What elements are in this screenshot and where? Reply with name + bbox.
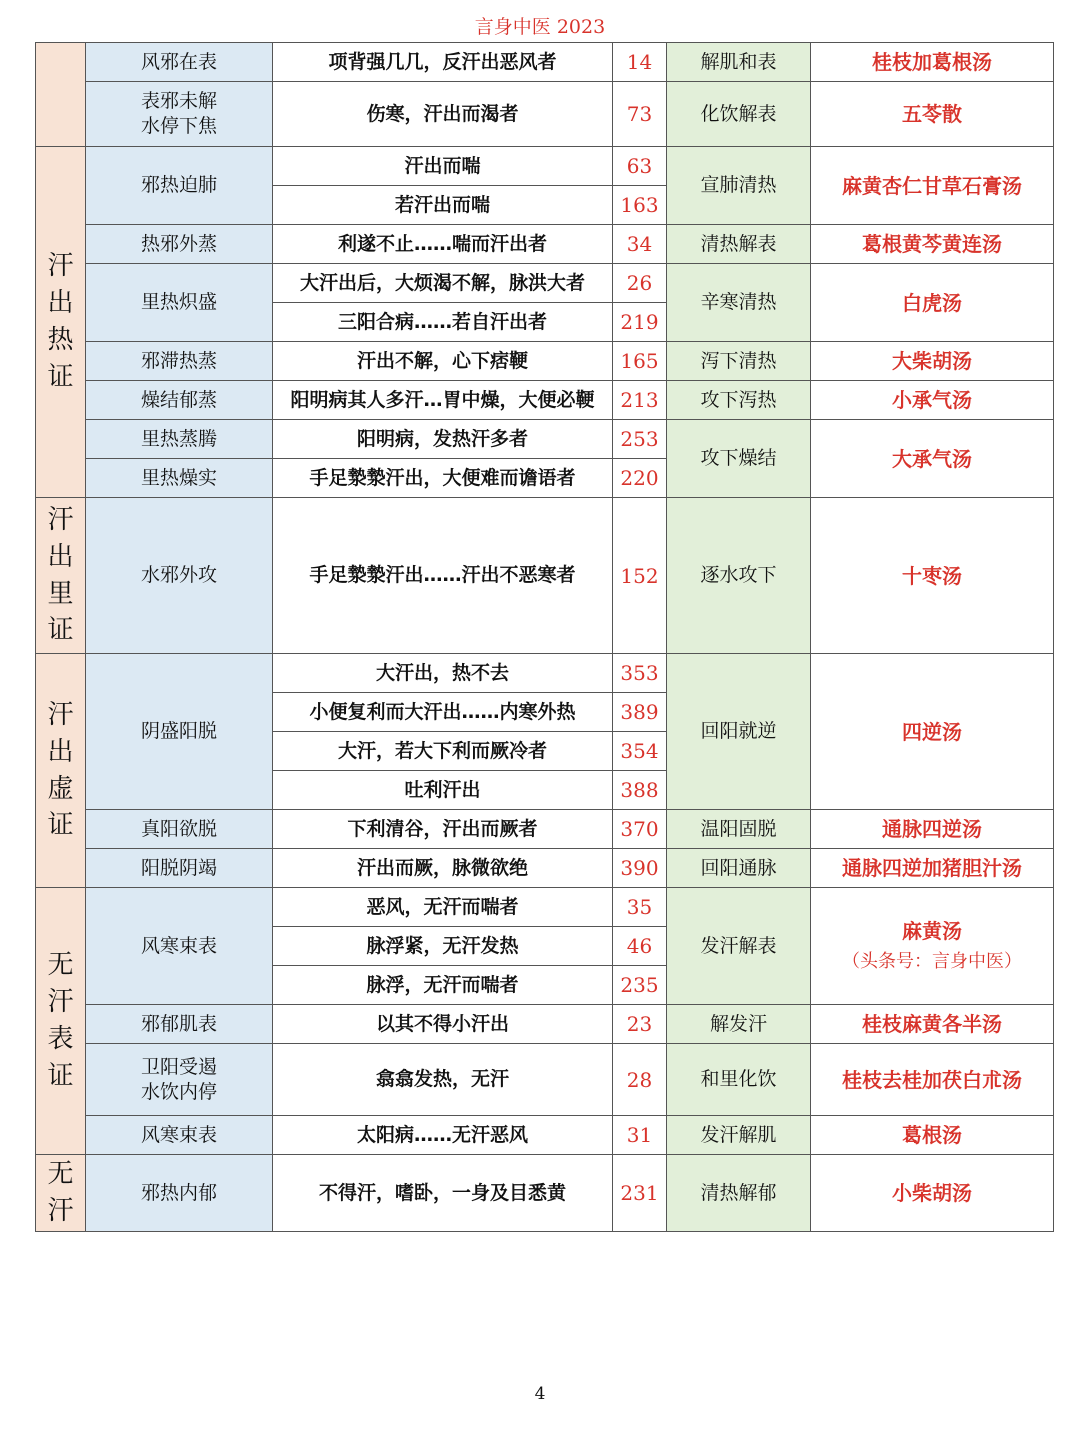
category-cell: 汗出热证: [36, 147, 86, 498]
treatment-cell: 攻下泻热: [667, 381, 811, 420]
formula-cell: 四逆汤: [811, 654, 1054, 810]
table-row: [36, 654, 1054, 693]
treatment-cell: 温阳固脱: [667, 810, 811, 849]
symptom-cell: 项背强几几，反汗出恶风者: [273, 43, 613, 82]
formula-cell: 小柴胡汤: [811, 1155, 1054, 1232]
treatment-cell: 化饮解表: [667, 82, 811, 147]
pattern-cell: 风寒束表: [86, 1116, 273, 1155]
formula-cell: 小承气汤: [811, 381, 1054, 420]
formula-cell: 麻黄汤 （头条号：言身中医）: [811, 888, 1054, 1005]
clause-number-cell: 26: [613, 264, 667, 303]
pattern-cell: 邪热迫肺: [86, 147, 273, 225]
pattern-cell: 邪郁肌表: [86, 1005, 273, 1044]
clause-number-cell: 219: [613, 303, 667, 342]
symptom-cell: 三阳合病……若自汗出者: [273, 303, 613, 342]
table-row: [36, 498, 1054, 654]
formula-cell: 桂枝去桂加茯白朮汤: [811, 1044, 1054, 1116]
treatment-cell: 清热解郁: [667, 1155, 811, 1232]
formula-cell: 葛根黄芩黄连汤: [811, 225, 1054, 264]
pattern-cell: 阴盛阳脱: [86, 654, 273, 810]
symptom-cell: 翕翕发热，无汗: [273, 1044, 613, 1116]
symptom-cell: 汗出而厥，脉微欲绝: [273, 849, 613, 888]
symptom-cell: 下利清谷，汗出而厥者: [273, 810, 613, 849]
pattern-cell: 风邪在表: [86, 43, 273, 82]
table-row: [36, 420, 1054, 459]
formula-cell: 大柴胡汤: [811, 342, 1054, 381]
symptom-cell: 利遂不止……喘而汗出者: [273, 225, 613, 264]
table-row: [36, 225, 1054, 264]
pattern-cell: 真阳欲脱: [86, 810, 273, 849]
symptom-cell: 脉浮紧，无汗发热: [273, 927, 613, 966]
treatment-cell: 辛寒清热: [667, 264, 811, 342]
formula-cell: 白虎汤: [811, 264, 1054, 342]
symptom-cell: 阳明病其人多汗…胃中燥，大便必鞕: [273, 381, 613, 420]
formula-cell: 通脉四逆加猪胆汁汤: [811, 849, 1054, 888]
category-cell: 无汗表证: [36, 888, 86, 1155]
symptom-cell: 以其不得小汗出: [273, 1005, 613, 1044]
clause-number-cell: 63: [613, 147, 667, 186]
clause-number-cell: 220: [613, 459, 667, 498]
symptom-cell: 手足漐漐汗出……汗出不恶寒者: [273, 498, 613, 654]
table-row: [36, 1044, 1054, 1116]
pattern-cell: 邪热内郁: [86, 1155, 273, 1232]
clause-number-cell: 231: [613, 1155, 667, 1232]
table-row: [36, 381, 1054, 420]
table-row: [36, 888, 1054, 927]
treatment-cell: 宣肺清热: [667, 147, 811, 225]
clause-number-cell: 163: [613, 186, 667, 225]
table-row: [36, 849, 1054, 888]
sweating-pattern-table: [35, 42, 1054, 1232]
table-row: [36, 810, 1054, 849]
pattern-cell: 热邪外蒸: [86, 225, 273, 264]
formula-cell: 麻黄杏仁甘草石膏汤: [811, 147, 1054, 225]
treatment-cell: 回阳就逆: [667, 654, 811, 810]
clause-number-cell: 388: [613, 771, 667, 810]
table-row: [36, 1155, 1054, 1232]
symptom-cell: 伤寒，汗出而渴者: [273, 82, 613, 147]
category-cell: 汗出里证: [36, 498, 86, 654]
clause-number-cell: 213: [613, 381, 667, 420]
symptom-cell: 汗出而喘: [273, 147, 613, 186]
table-row: [36, 82, 1054, 147]
symptom-cell: 太阳病……无汗恶风: [273, 1116, 613, 1155]
pattern-cell: 阳脱阴竭: [86, 849, 273, 888]
symptom-cell: 不得汗，嗜卧，一身及目悉黄: [273, 1155, 613, 1232]
treatment-cell: 清热解表: [667, 225, 811, 264]
clause-number-cell: 152: [613, 498, 667, 654]
clause-number-cell: 390: [613, 849, 667, 888]
symptom-cell: 大汗出后，大烦渴不解，脉洪大者: [273, 264, 613, 303]
table-row: [36, 1005, 1054, 1044]
pattern-cell: 表邪未解 水停下焦: [86, 82, 273, 147]
pattern-cell: 卫阳受遏 水饮内停: [86, 1044, 273, 1116]
formula-cell: 五苓散: [811, 82, 1054, 147]
page-number: 4: [534, 1384, 546, 1404]
table-row: [36, 1116, 1054, 1155]
table-row: [36, 264, 1054, 303]
treatment-cell: 泻下清热: [667, 342, 811, 381]
clause-number-cell: 23: [613, 1005, 667, 1044]
treatment-cell: 发汗解肌: [667, 1116, 811, 1155]
formula-cell: 桂枝加葛根汤: [811, 43, 1054, 82]
clause-number-cell: 35: [613, 888, 667, 927]
pattern-cell: 风寒束表: [86, 888, 273, 1005]
pattern-cell: 里热蒸腾: [86, 420, 273, 459]
symptom-cell: 大汗出，热不去: [273, 654, 613, 693]
symptom-cell: 大汗，若大下利而厥冷者: [273, 732, 613, 771]
formula-cell: 桂枝麻黄各半汤: [811, 1005, 1054, 1044]
treatment-cell: 回阳通脉: [667, 849, 811, 888]
clause-number-cell: 235: [613, 966, 667, 1005]
formula-note: （头条号：言身中医）: [842, 951, 1022, 973]
treatment-cell: 发汗解表: [667, 888, 811, 1005]
category-cell-blank: [36, 43, 86, 147]
treatment-cell: 解发汗: [667, 1005, 811, 1044]
clause-number-cell: 253: [613, 420, 667, 459]
clause-number-cell: 46: [613, 927, 667, 966]
category-cell: 无汗: [36, 1155, 86, 1232]
formula-cell: 十枣汤: [811, 498, 1054, 654]
symptom-cell: 若汗出而喘: [273, 186, 613, 225]
clause-number-cell: 28: [613, 1044, 667, 1116]
page-header: 言身中医 2023: [474, 16, 606, 38]
clause-number-cell: 353: [613, 654, 667, 693]
clause-number-cell: 389: [613, 693, 667, 732]
pattern-cell: 水邪外攻: [86, 498, 273, 654]
treatment-cell: 攻下燥结: [667, 420, 811, 498]
symptom-cell: 阳明病，发热汗多者: [273, 420, 613, 459]
treatment-cell: 和里化饮: [667, 1044, 811, 1116]
clause-number-cell: 31: [613, 1116, 667, 1155]
category-cell: 汗出虚证: [36, 654, 86, 888]
symptom-cell: 汗出不解，心下痞鞕: [273, 342, 613, 381]
clause-number-cell: 165: [613, 342, 667, 381]
clause-number-cell: 73: [613, 82, 667, 147]
pattern-cell: 燥结郁蒸: [86, 381, 273, 420]
clause-number-cell: 14: [613, 43, 667, 82]
clause-number-cell: 34: [613, 225, 667, 264]
symptom-cell: 吐利汗出: [273, 771, 613, 810]
symptom-cell: 恶风，无汗而喘者: [273, 888, 613, 927]
symptom-cell: 小便复利而大汗出……内寒外热: [273, 693, 613, 732]
symptom-cell: 脉浮，无汗而喘者: [273, 966, 613, 1005]
pattern-cell: 里热燥实: [86, 459, 273, 498]
clause-number-cell: 370: [613, 810, 667, 849]
treatment-cell: 逐水攻下: [667, 498, 811, 654]
table-row: [36, 342, 1054, 381]
formula-cell: 葛根汤: [811, 1116, 1054, 1155]
table-row: [36, 147, 1054, 186]
formula-cell: 大承气汤: [811, 420, 1054, 498]
pattern-cell: 里热炽盛: [86, 264, 273, 342]
pattern-cell: 邪滞热蒸: [86, 342, 273, 381]
clause-number-cell: 354: [613, 732, 667, 771]
formula-cell: 通脉四逆汤: [811, 810, 1054, 849]
table-row: [36, 43, 1054, 82]
symptom-cell: 手足漐漐汗出，大便难而谵语者: [273, 459, 613, 498]
treatment-cell: 解肌和表: [667, 43, 811, 82]
